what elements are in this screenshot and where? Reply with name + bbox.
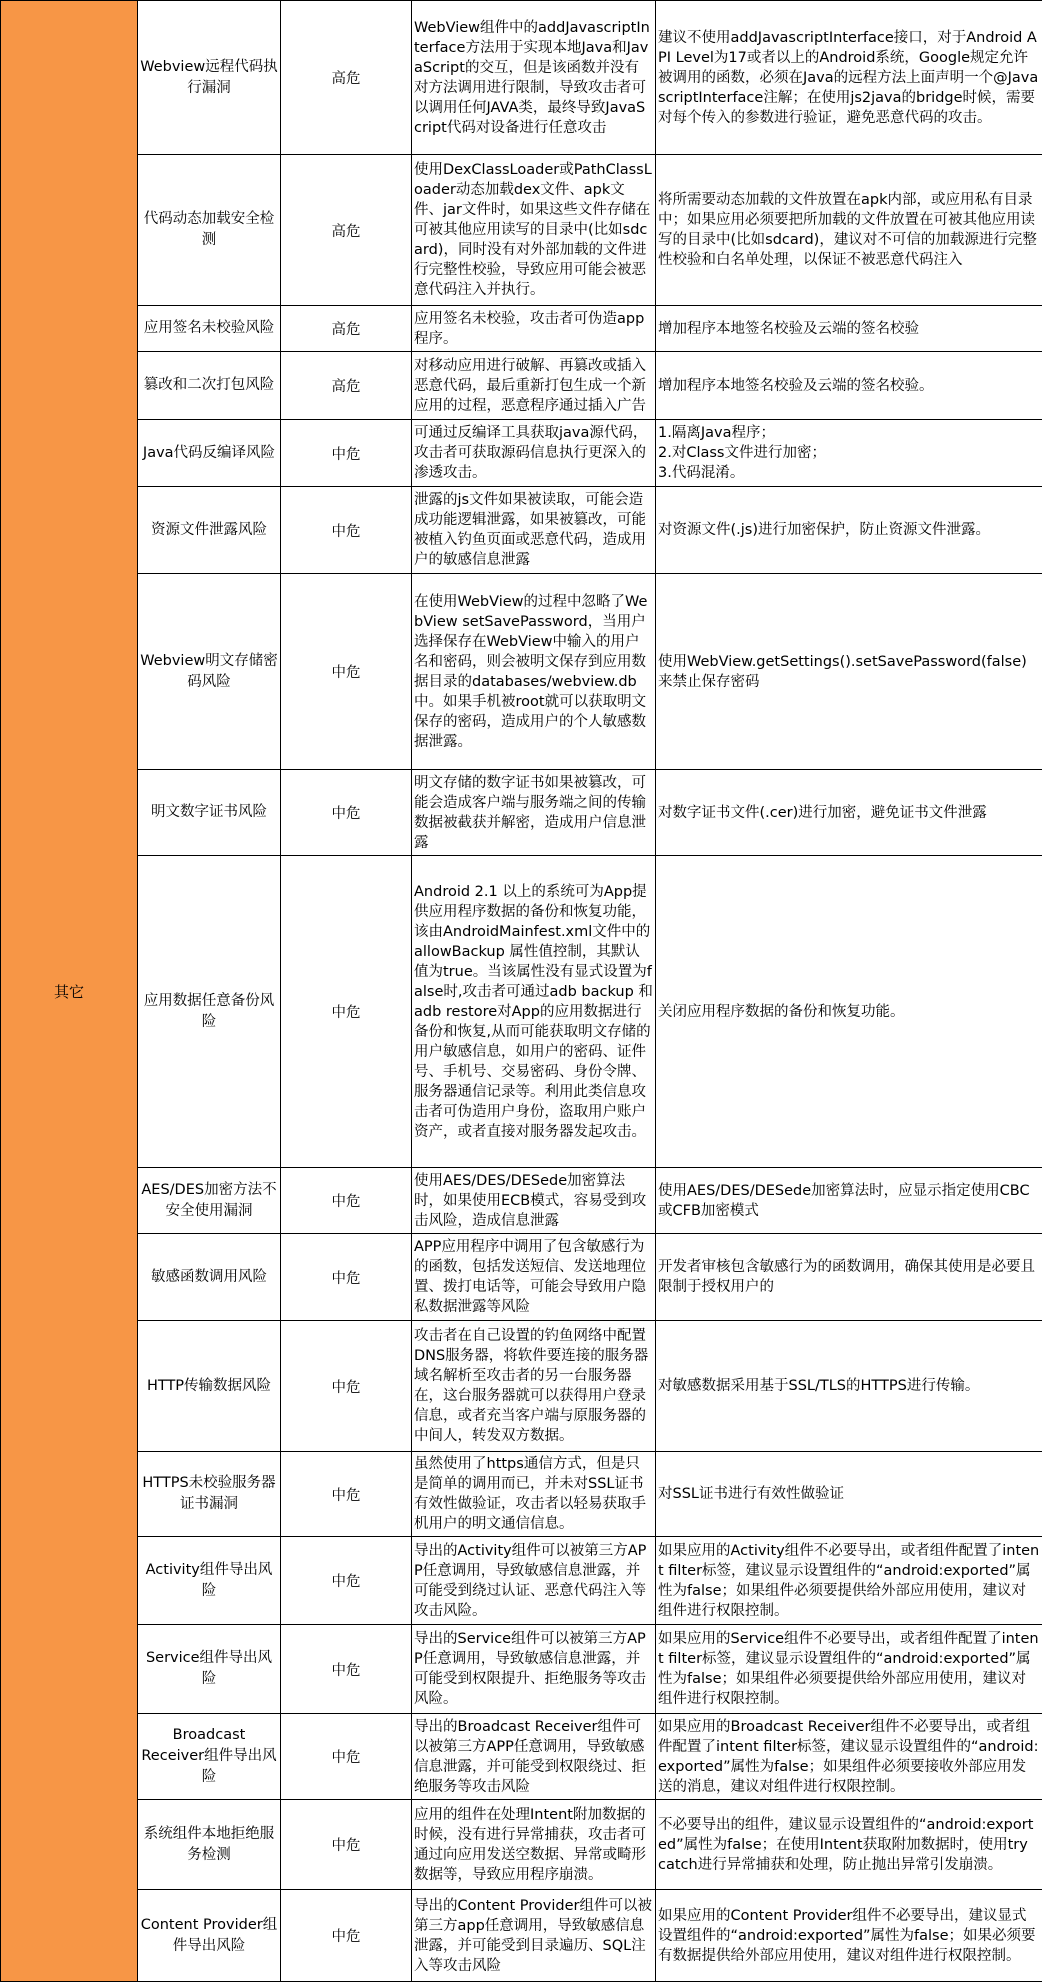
remediation-cell: 增加程序本地签名校验及云端的签名校验。 [656, 352, 1042, 420]
remediation-cell: 对资源文件(.js)进行加密保护，防止资源文件泄露。 [656, 487, 1042, 574]
description-cell: 导出的Activity组件可以被第三方APP任意调用，导致敏感信息泄露，并可能受到绕过认证、恶意代码注入等攻击风险。 [412, 1537, 656, 1625]
remediation-cell: 如果应用的Service组件不必要导出，或者组件配置了intent filter标签，建议显示设置组件的“android:exported”属性为false；如果组件必须要提供给外部应用使用，建议对组件进行权限控制。 [656, 1625, 1042, 1714]
description-cell: 使用AES/DES/DESede加密算法时，如果使用ECB模式，容易受到攻击风险，造成信息泄露 [412, 1168, 656, 1234]
table-row [1, 770, 1042, 856]
description-cell: 导出的Broadcast Receiver组件可以被第三方APP任意调用，导致敏感信息泄露，并可能受到权限绕过、拒绝服务等攻击风险 [412, 1714, 656, 1800]
description-cell: 对移动应用进行破解、再篡改或插入恶意代码，最后重新打包生成一个新应用的过程，恶意程序通过插入广告 [412, 352, 656, 420]
table-row [1, 1800, 1042, 1890]
vuln-name-cell: 敏感函数调用风险 [138, 1234, 281, 1321]
vuln-name-cell: 应用数据任意备份风险 [138, 856, 281, 1168]
description-cell: 使用DexClassLoader或PathClassLoader动态加载dex文件、apk文件、jar文件时，如果这些文件存储在可被其他应用读写的目录中(比如sdcard)，同时没有对外部加载的文件进行完整性校验，导致应用可能会被恶意代码注入并执行。 [412, 155, 656, 306]
table-row [1, 856, 1042, 1168]
risk-level-cell: 中危 [281, 1168, 412, 1234]
risk-level-cell: 中危 [281, 1800, 412, 1890]
remediation-cell: 开发者审核包含敏感行为的函数调用，确保其使用是必要且限制于授权用户的 [656, 1234, 1042, 1321]
description-cell: 应用签名未校验，攻击者可伪造app程序。 [412, 306, 656, 352]
remediation-cell: 关闭应用程序数据的备份和恢复功能。 [656, 856, 1042, 1168]
description-cell: 虽然使用了https通信方式，但是只是简单的调用而已，并未对SSL证书有效性做验证，攻击者以轻易获取手机用户的明文通信信息。 [412, 1452, 656, 1537]
table-row [1, 574, 1042, 770]
remediation-cell: 1.隔离Java程序； 2.对Class文件进行加密； 3.代码混淆。 [656, 420, 1042, 487]
vuln-name-cell: Broadcast Receiver组件导出风险 [138, 1714, 281, 1800]
description-cell: 导出的Service组件可以被第三方APP任意调用，导致敏感信息泄露，并可能受到权限提升、拒绝服务等攻击风险。 [412, 1625, 656, 1714]
description-cell: Android 2.1 以上的系统可为App提供应用程序数据的备份和恢复功能，该由AndroidMainfest.xml文件中的allowBackup 属性值控制，其默认值为true。当该属性没有显式设置为false时,攻击者可通过adb backup 和adb restore对App的应用数据进行备份和恢复,从而可能获取明文存储的用户敏感信息，如用户的密码、证件号、手机号、交易密码、身份令牌、服务器通信记录等。利用此类信息攻击者可伪造用户身份，盗取用户账户资产，或者直接对服务器发起攻击。 [412, 856, 656, 1168]
remediation-cell: 如果应用的Broadcast Receiver组件不必要导出，或者组件配置了intent filter标签，建议显示设置组件的“android:exported”属性为false；如果组件必须要接收外部应用发送的消息，建议对组件进行权限控制。 [656, 1714, 1042, 1800]
vuln-name-cell: 代码动态加载安全检测 [138, 155, 281, 306]
vuln-name-cell: Webview明文存储密码风险 [138, 574, 281, 770]
risk-level-cell: 中危 [281, 1452, 412, 1537]
risk-level-cell: 中危 [281, 1321, 412, 1452]
remediation-cell: 对敏感数据采用基于SSL/TLS的HTTPS进行传输。 [656, 1321, 1042, 1452]
risk-level-cell: 中危 [281, 1890, 412, 1982]
vuln-name-cell: HTTPS未校验服务器证书漏洞 [138, 1452, 281, 1537]
risk-level-cell: 中危 [281, 487, 412, 574]
description-cell: 在使用WebView的过程中忽略了WebView setSavePassword，当用户选择保存在WebView中输入的用户名和密码，则会被明文保存到应用数据目录的databases/webview.db中。如果手机被root就可以获取明文保存的密码，造成用户的个人敏感数据泄露。 [412, 574, 656, 770]
vuln-name-cell: AES/DES加密方法不安全使用漏洞 [138, 1168, 281, 1234]
risk-level-cell: 中危 [281, 1537, 412, 1625]
table-row [1, 352, 1042, 420]
description-cell: 应用的组件在处理Intent附加数据的时候，没有进行异常捕获，攻击者可通过向应用发送空数据、异常或畸形数据等，导致应用程序崩溃。 [412, 1800, 656, 1890]
description-cell: 导出的Content Provider组件可以被第三方app任意调用，导致敏感信息泄露，并可能受到目录遍历、SQL注入等攻击风险 [412, 1890, 656, 1982]
remediation-cell: 对SSL证书进行有效性做验证 [656, 1452, 1042, 1537]
vuln-name-cell: 篡改和二次打包风险 [138, 352, 281, 420]
risk-level-cell: 中危 [281, 856, 412, 1168]
risk-level-cell: 中危 [281, 770, 412, 856]
vuln-name-cell: Webview远程代码执行漏洞 [138, 1, 281, 155]
remediation-cell: 不必要导出的组件，建议显示设置组件的“android:exported”属性为false；在使用Intent获取附加数据时，使用try catch进行异常捕获和处理，防止抛出异常引发崩溃。 [656, 1800, 1042, 1890]
table-row [1, 1234, 1042, 1321]
remediation-cell: 将所需要动态加载的文件放置在apk内部，或应用私有目录中；如果应用必须要把所加载的文件放置在可被其他应用读写的目录中(比如sdcard)，建议对不可信的加载源进行完整性校验和白名单处理，以保证不被恶意代码注入 [656, 155, 1042, 306]
table-row [1, 1625, 1042, 1714]
remediation-cell: 增加程序本地签名校验及云端的签名校验 [656, 306, 1042, 352]
risk-level-cell: 中危 [281, 1234, 412, 1321]
table-row [1, 420, 1042, 487]
risk-level-cell: 中危 [281, 1714, 412, 1800]
vuln-name-cell: Java代码反编译风险 [138, 420, 281, 487]
table-row [1, 1537, 1042, 1625]
table-row [1, 1890, 1042, 1982]
table-row [1, 306, 1042, 352]
risk-level-cell: 高危 [281, 155, 412, 306]
table-row [1, 487, 1042, 574]
vuln-name-cell: Content Provider组件导出风险 [138, 1890, 281, 1982]
vuln-name-cell: HTTP传输数据风险 [138, 1321, 281, 1452]
table-row [1, 1714, 1042, 1800]
vuln-name-cell: 资源文件泄露风险 [138, 487, 281, 574]
vuln-name-cell: Service组件导出风险 [138, 1625, 281, 1714]
description-cell: 可通过反编译工具获取java源代码，攻击者可获取源码信息执行更深入的渗透攻击。 [412, 420, 656, 487]
table-row [1, 1168, 1042, 1234]
risk-level-cell: 高危 [281, 1, 412, 155]
description-cell: WebView组件中的addJavascriptInterface方法用于实现本地Java和JavaScript的交互，但是该函数并没有对方法调用进行限制，导致攻击者可以调用任何JAVA类，最终导致JavaScript代码对设备进行任意攻击 [412, 1, 656, 155]
risk-level-cell: 中危 [281, 1625, 412, 1714]
category-cell: 其它 [1, 1, 138, 1982]
description-cell: APP应用程序中调用了包含敏感行为的函数，包括发送短信、发送地理位置、拨打电话等，可能会导致用户隐私数据泄露等风险 [412, 1234, 656, 1321]
description-cell: 明文存储的数字证书如果被篡改，可能会造成客户端与服务端之间的传输数据被截获并解密，造成用户信息泄露 [412, 770, 656, 856]
table-row [1, 1452, 1042, 1537]
remediation-cell: 使用AES/DES/DESede加密算法时，应显示指定使用CBC或CFB加密模式 [656, 1168, 1042, 1234]
vuln-name-cell: 系统组件本地拒绝服务检测 [138, 1800, 281, 1890]
vuln-name-cell: Activity组件导出风险 [138, 1537, 281, 1625]
risk-level-cell: 高危 [281, 306, 412, 352]
remediation-cell: 使用WebView.getSettings().setSavePassword(false)来禁止保存密码 [656, 574, 1042, 770]
table-row [1, 1, 1042, 155]
remediation-cell: 建议不使用addJavascriptInterface接口，对于Android API Level为17或者以上的Android系统，Google规定允许被调用的函数，必须在Java的远程方法上面声明一个@JavascriptInterface注解；在使用js2java的bridge时候，需要对每个传入的参数进行验证，避免恶意代码的攻击。 [656, 1, 1042, 155]
risk-level-cell: 高危 [281, 352, 412, 420]
risk-level-cell: 中危 [281, 574, 412, 770]
description-cell: 攻击者在自己设置的钓鱼网络中配置DNS服务器，将软件要连接的服务器域名解析至攻击者的另一台服务器在，这台服务器就可以获得用户登录信息，或者充当客户端与原服务器的中间人，转发双方数据。 [412, 1321, 656, 1452]
remediation-cell: 如果应用的Activity组件不必要导出，或者组件配置了intent filter标签，建议显示设置组件的“android:exported”属性为false；如果组件必须要提供给外部应用使用，建议对组件进行权限控制。 [656, 1537, 1042, 1625]
remediation-cell: 对数字证书文件(.cer)进行加密，避免证书文件泄露 [656, 770, 1042, 856]
table-row [1, 1321, 1042, 1452]
vuln-name-cell: 明文数字证书风险 [138, 770, 281, 856]
table-row [1, 155, 1042, 306]
vuln-name-cell: 应用签名未校验风险 [138, 306, 281, 352]
description-cell: 泄露的js文件如果被读取，可能会造成功能逻辑泄露，如果被篡改，可能被植入钓鱼页面或恶意代码，造成用户的敏感信息泄露 [412, 487, 656, 574]
remediation-cell: 如果应用的Content Provider组件不必要导出，建议显式设置组件的“android:exported”属性为false；如果必须要有数据提供给外部应用使用，建议对组件进行权限控制。 [656, 1890, 1042, 1982]
risk-level-cell: 中危 [281, 420, 412, 487]
